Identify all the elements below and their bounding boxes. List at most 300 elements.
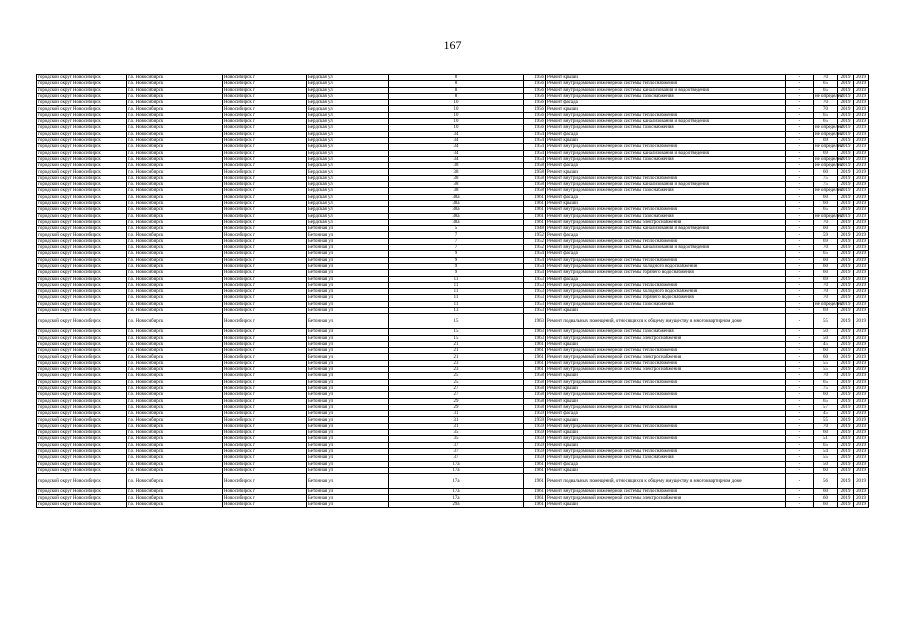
cell-city: Новосибирск г — [223, 276, 307, 282]
cell-year-to: 2019 — [854, 81, 869, 87]
cell-year: 1961 — [524, 495, 546, 501]
cell-year-from: 2019 — [838, 448, 854, 454]
cell-house: 21 — [389, 354, 524, 360]
cell-year-to: 2019 — [854, 379, 869, 385]
cell-dash: - — [786, 301, 814, 307]
cell-city: Новосибирск г — [223, 307, 307, 313]
cell-dash: - — [786, 307, 814, 313]
cell-year-to: 2019 — [854, 495, 869, 501]
cell-work-type: Ремонт внутридомовой инженерной системы электроснабжения — [546, 495, 786, 501]
cell-area: городской округ Новосибирск — [37, 373, 127, 379]
cell-work-type: Ремонт внутридомовой инженерной системы газоснабжения — [546, 93, 786, 99]
cell-value: 70 — [814, 373, 838, 379]
cell-street: Бетонная ул — [307, 501, 389, 507]
cell-year-from: 2019 — [838, 125, 854, 131]
cell-dash: - — [786, 442, 814, 448]
cell-year-to: 2019 — [854, 385, 869, 391]
cell-value: 65 — [814, 442, 838, 448]
cell-dash: - — [786, 213, 814, 219]
cell-year-from: 2019 — [838, 392, 854, 398]
cell-dash: - — [786, 385, 814, 391]
cell-city: Новосибирск г — [223, 213, 307, 219]
cell-year-to: 2019 — [854, 436, 869, 442]
cell-dash: - — [786, 163, 814, 169]
cell-house: 15 — [389, 335, 524, 341]
cell-area: городской округ Новосибирск — [37, 81, 127, 87]
cell-value: 70 — [814, 289, 838, 295]
cell-house: 10 — [389, 100, 524, 106]
cell-street: Бетонная ул — [307, 329, 389, 335]
cell-house: 10 — [389, 119, 524, 125]
cell-year-to: 2019 — [854, 100, 869, 106]
cell-area: городской округ Новосибирск — [37, 367, 127, 373]
cell-year-to: 2019 — [854, 106, 869, 112]
cell-street: Бетонная ул — [307, 417, 389, 423]
cell-area: городской округ Новосибирск — [37, 348, 127, 354]
cell-city: Новосибирск г — [223, 423, 307, 429]
cell-house: 8 — [389, 93, 524, 99]
cell-work-type: Ремонт крыши — [546, 200, 786, 206]
cell-street: Бетонная ул — [307, 373, 389, 379]
cell-street: Бердская ул — [307, 100, 389, 106]
cell-year-to: 2019 — [854, 188, 869, 194]
cell-year-from: 2019 — [838, 495, 854, 501]
cell-house: 21 — [389, 348, 524, 354]
cell-city: Новосибирск г — [223, 75, 307, 81]
cell-city: Новосибирск г — [223, 417, 307, 423]
cell-street: Бетонная ул — [307, 341, 389, 347]
cell-municipality: г.о. Новосибирск — [127, 442, 223, 448]
cell-city: Новосибирск г — [223, 169, 307, 175]
cell-dash: - — [786, 257, 814, 263]
cell-street: Бетонная ул — [307, 448, 389, 454]
cell-dash: - — [786, 156, 814, 162]
cell-municipality: г.о. Новосибирск — [127, 144, 223, 150]
cell-value: 56 — [814, 474, 838, 489]
cell-year-from: 2019 — [838, 257, 854, 263]
cell-area: городской округ Новосибирск — [37, 200, 127, 206]
cell-house: 10 — [389, 112, 524, 118]
cell-municipality: г.о. Новосибирск — [127, 93, 223, 99]
cell-year-from: 2019 — [838, 93, 854, 99]
cell-house: 37 — [389, 455, 524, 461]
cell-year: 1956 — [524, 93, 546, 99]
cell-street: Бетонная ул — [307, 474, 389, 489]
cell-municipality: г.о. Новосибирск — [127, 200, 223, 206]
cell-dash: - — [786, 436, 814, 442]
cell-dash: - — [786, 276, 814, 282]
cell-year: 1958 — [524, 175, 546, 181]
cell-area: городской округ Новосибирск — [37, 398, 127, 404]
cell-city: Новосибирск г — [223, 257, 307, 263]
cell-area: городской округ Новосибирск — [37, 467, 127, 473]
cell-street: Бетонная ул — [307, 495, 389, 501]
cell-city: Новосибирск г — [223, 194, 307, 200]
cell-house: 38 — [389, 163, 524, 169]
cell-city: Новосибирск г — [223, 314, 307, 329]
cell-year-from: 2019 — [838, 289, 854, 295]
cell-work-type: Ремонт крыши — [546, 417, 786, 423]
cell-value: 60 — [814, 348, 838, 354]
cell-area: городской округ Новосибирск — [37, 489, 127, 495]
cell-street: Бердская ул — [307, 207, 389, 213]
cell-work-type: Ремонт внутридомовой инженерной системы теплоснабжения — [546, 112, 786, 118]
cell-municipality: г.о. Новосибирск — [127, 163, 223, 169]
cell-street: Бетонная ул — [307, 404, 389, 410]
cell-year: 1953 — [524, 301, 546, 307]
cell-year-to: 2019 — [854, 213, 869, 219]
cell-house: 23 — [389, 360, 524, 366]
cell-dash: - — [786, 270, 814, 276]
cell-work-type: Ремонт фасада — [546, 232, 786, 238]
cell-municipality: г.о. Новосибирск — [127, 131, 223, 137]
cell-year-from: 2019 — [838, 100, 854, 106]
cell-city: Новосибирск г — [223, 289, 307, 295]
cell-dash: - — [786, 232, 814, 238]
cell-area: городской округ Новосибирск — [37, 194, 127, 200]
cell-year-to: 2019 — [854, 301, 869, 307]
cell-house: 35 — [389, 430, 524, 436]
cell-value: 65 — [814, 81, 838, 87]
cell-work-type: Ремонт внутридомовой инженерной системы канализования и водоотведения — [546, 150, 786, 156]
cell-work-type: Ремонт подвальных помещений, относящихся к общему имуществу в многоквартирном доме — [546, 474, 786, 489]
cell-city: Новосибирск г — [223, 226, 307, 232]
cell-dash: - — [786, 448, 814, 454]
cell-municipality: г.о. Новосибирск — [127, 404, 223, 410]
cell-street: Бердская ул — [307, 112, 389, 118]
cell-municipality: г.о. Новосибирск — [127, 385, 223, 391]
cell-area: городской округ Новосибирск — [37, 232, 127, 238]
cell-work-type: Ремонт крыши — [546, 106, 786, 112]
cell-value: 60 — [814, 354, 838, 360]
cell-year-from: 2019 — [838, 430, 854, 436]
cell-city: Новосибирск г — [223, 163, 307, 169]
cell-area: городской округ Новосибирск — [37, 295, 127, 301]
cell-dash: - — [786, 367, 814, 373]
cell-value: 69 — [814, 238, 838, 244]
cell-house: 29 — [389, 398, 524, 404]
cell-year-from: 2019 — [838, 417, 854, 423]
cell-municipality: г.о. Новосибирск — [127, 207, 223, 213]
cell-year: 1961 — [524, 207, 546, 213]
cell-work-type: Ремонт внутридомовой инженерной системы горячего водоснабжения — [546, 295, 786, 301]
cell-value: 59 — [814, 232, 838, 238]
cell-dash: - — [786, 423, 814, 429]
cell-municipality: г.о. Новосибирск — [127, 169, 223, 175]
cell-house: 27 — [389, 385, 524, 391]
cell-year: 1961 — [524, 474, 546, 489]
cell-year: 1963 — [524, 314, 546, 329]
cell-area: городской округ Новосибирск — [37, 379, 127, 385]
cell-city: Новосибирск г — [223, 87, 307, 93]
cell-year-to: 2019 — [854, 455, 869, 461]
cell-value: не определен — [815, 131, 843, 137]
cell-municipality: г.о. Новосибирск — [127, 119, 223, 125]
cell-municipality: г.о. Новосибирск — [127, 430, 223, 436]
cell-street: Бетонная ул — [307, 226, 389, 232]
cell-year: 1958 — [524, 169, 546, 175]
cell-city: Новосибирск г — [223, 341, 307, 347]
cell-city: Новосибирск г — [223, 131, 307, 137]
cell-municipality: г.о. Новосибирск — [127, 106, 223, 112]
table-row — [37, 501, 869, 507]
cell-city: Новосибирск г — [223, 360, 307, 366]
cell-city: Новосибирск г — [223, 119, 307, 125]
cell-municipality: г.о. Новосибирск — [127, 348, 223, 354]
cell-year: 1959 — [524, 417, 546, 423]
cell-street: Бердская ул — [307, 194, 389, 200]
cell-value: 65 — [814, 87, 838, 93]
cell-city: Новосибирск г — [223, 270, 307, 276]
cell-year: 1956 — [524, 100, 546, 106]
cell-city: Новосибирск г — [223, 245, 307, 251]
cell-dash: - — [786, 495, 814, 501]
cell-value: не определен — [815, 93, 843, 99]
cell-value: не определен — [815, 213, 843, 219]
cell-work-type: Ремонт крыши — [546, 169, 786, 175]
cell-area: городской округ Новосибирск — [37, 87, 127, 93]
cell-area: городской округ Новосибирск — [37, 341, 127, 347]
cell-year: 1958 — [524, 385, 546, 391]
cell-year-from: 2019 — [838, 182, 854, 188]
cell-work-type: Ремонт внутридомовой инженерной системы газоснабжения — [546, 125, 786, 131]
cell-year-to: 2019 — [854, 251, 869, 257]
cell-work-type: Ремонт внутридомовой инженерной системы газоснабжения — [546, 188, 786, 194]
cell-value: 70 — [814, 219, 838, 225]
cell-city: Новосибирск г — [223, 81, 307, 87]
cell-dash: - — [786, 119, 814, 125]
cell-city: Новосибирск г — [223, 93, 307, 99]
cell-house: 31 — [389, 417, 524, 423]
cell-municipality: г.о. Новосибирск — [127, 112, 223, 118]
cell-dash: - — [786, 461, 814, 467]
cell-dash: - — [786, 295, 814, 301]
cell-municipality: г.о. Новосибирск — [127, 188, 223, 194]
cell-work-type: Ремонт крыши — [546, 373, 786, 379]
cell-year-to: 2019 — [854, 169, 869, 175]
cell-dash: - — [786, 182, 814, 188]
cell-house: 34 — [389, 131, 524, 137]
cell-municipality: г.о. Новосибирск — [127, 100, 223, 106]
cell-value: 65 — [814, 379, 838, 385]
cell-house: 9 — [389, 251, 524, 257]
cell-work-type: Ремонт внутридомовой инженерной системы канализования и водоотведения — [546, 226, 786, 232]
cell-year: 1954 — [524, 144, 546, 150]
cell-house: 37 — [389, 442, 524, 448]
cell-work-type: Ремонт фасада — [546, 131, 786, 137]
cell-year-from: 2019 — [838, 200, 854, 206]
cell-area: городской округ Новосибирск — [37, 270, 127, 276]
cell-value: не определен — [815, 125, 843, 131]
cell-year: 1953 — [524, 307, 546, 313]
cell-house: 17а — [389, 461, 524, 467]
cell-municipality: г.о. Новосибирск — [127, 226, 223, 232]
cell-dash: - — [786, 348, 814, 354]
cell-value: 55 — [814, 455, 838, 461]
cell-value: 65 — [814, 398, 838, 404]
cell-city: Новосибирск г — [223, 489, 307, 495]
cell-year-from: 2019 — [838, 329, 854, 335]
cell-dash: - — [786, 150, 814, 156]
cell-dash: - — [786, 144, 814, 150]
cell-year-to: 2019 — [854, 289, 869, 295]
cell-value: не определен — [815, 188, 843, 194]
cell-street: Бетонная ул — [307, 354, 389, 360]
cell-area: городской округ Новосибирск — [37, 448, 127, 454]
cell-work-type: Ремонт фасада — [546, 194, 786, 200]
cell-area: городской округ Новосибирск — [37, 163, 127, 169]
cell-year: 1953 — [524, 276, 546, 282]
cell-year-to: 2019 — [854, 461, 869, 467]
cell-year-to: 2019 — [854, 474, 869, 489]
cell-city: Новосибирск г — [223, 238, 307, 244]
cell-house: 38а — [389, 194, 524, 200]
cell-municipality: г.о. Новосибирск — [127, 341, 223, 347]
cell-area: городской округ Новосибирск — [37, 417, 127, 423]
cell-year: 1959 — [524, 455, 546, 461]
cell-work-type: Ремонт внутридомовой инженерной системы электроснабжения — [546, 354, 786, 360]
cell-house: 17а — [389, 489, 524, 495]
cell-year: 1958 — [524, 182, 546, 188]
cell-area: городской округ Новосибирск — [37, 169, 127, 175]
cell-municipality: г.о. Новосибирск — [127, 436, 223, 442]
table-body — [37, 75, 869, 508]
cell-year-to: 2019 — [854, 232, 869, 238]
cell-work-type: Ремонт внутридомовой инженерной системы канализования и водоотведения — [546, 87, 786, 93]
cell-year-from: 2019 — [838, 423, 854, 429]
cell-year-from: 2019 — [838, 144, 854, 150]
cell-dash: - — [786, 314, 814, 329]
cell-dash: - — [786, 360, 814, 366]
cell-value: 57 — [814, 404, 838, 410]
cell-street: Бердская ул — [307, 200, 389, 206]
cell-year: 1954 — [524, 263, 546, 269]
cell-area: городской округ Новосибирск — [37, 75, 127, 81]
cell-year-to: 2019 — [854, 119, 869, 125]
cell-work-type: Ремонт крыши — [546, 307, 786, 313]
cell-area: городской округ Новосибирск — [37, 430, 127, 436]
cell-year-to: 2019 — [854, 137, 869, 143]
cell-house: 37 — [389, 448, 524, 454]
cell-area: городской округ Новосибирск — [37, 335, 127, 341]
cell-year: 1953 — [524, 289, 546, 295]
cell-city: Новосибирск г — [223, 329, 307, 335]
cell-municipality: г.о. Новосибирск — [127, 289, 223, 295]
cell-value: 70 — [814, 423, 838, 429]
cell-year: 1958 — [524, 373, 546, 379]
cell-year: 1954 — [524, 150, 546, 156]
cell-work-type: Ремонт внутридомовой инженерной системы теплоснабжения — [546, 144, 786, 150]
cell-value: 69 — [814, 137, 838, 143]
cell-year-from: 2019 — [838, 354, 854, 360]
cell-house: 7 — [389, 232, 524, 238]
cell-value: 55 — [814, 314, 838, 329]
cell-work-type: Ремонт внутридомовой инженерной системы теплоснабжения — [546, 348, 786, 354]
cell-year: 1961 — [524, 341, 546, 347]
cell-value: 65 — [814, 112, 838, 118]
cell-work-type: Ремонт фасада — [546, 251, 786, 257]
cell-year-from: 2019 — [838, 373, 854, 379]
cell-house: 21 — [389, 341, 524, 347]
cell-year: 1954 — [524, 251, 546, 257]
cell-municipality: г.о. Новосибирск — [127, 182, 223, 188]
cell-house: 17а — [389, 467, 524, 473]
cell-municipality: г.о. Новосибирск — [127, 232, 223, 238]
cell-year: 1961 — [524, 219, 546, 225]
cell-street: Бетонная ул — [307, 251, 389, 257]
cell-year-from: 2019 — [838, 442, 854, 448]
cell-year-from: 2019 — [838, 467, 854, 473]
cell-municipality: г.о. Новосибирск — [127, 125, 223, 131]
cell-work-type: Ремонт внутридомовой инженерной системы газоснабжения — [546, 455, 786, 461]
cell-work-type: Ремонт фасада — [546, 100, 786, 106]
cell-year: 1958 — [524, 379, 546, 385]
cell-dash: - — [786, 219, 814, 225]
cell-dash: - — [786, 93, 814, 99]
cell-value: не определен — [815, 163, 843, 169]
cell-city: Новосибирск г — [223, 436, 307, 442]
cell-year-from: 2019 — [838, 175, 854, 181]
cell-value: 51 — [814, 436, 838, 442]
cell-city: Новосибирск г — [223, 442, 307, 448]
cell-area: городской округ Новосибирск — [37, 188, 127, 194]
cell-work-type: Ремонт внутридомовой инженерной системы теплоснабжения — [546, 360, 786, 366]
cell-municipality: г.о. Новосибирск — [127, 75, 223, 81]
cell-value: 60 — [814, 489, 838, 495]
cell-municipality: г.о. Новосибирск — [127, 213, 223, 219]
cell-house: 38 — [389, 175, 524, 181]
cell-year: 1958 — [524, 188, 546, 194]
cell-year-to: 2019 — [854, 282, 869, 288]
cell-work-type: Ремонт фасада — [546, 276, 786, 282]
cell-value: 65 — [814, 207, 838, 213]
cell-street: Бетонная ул — [307, 360, 389, 366]
cell-area: городской округ Новосибирск — [37, 314, 127, 329]
cell-street: Бердская ул — [307, 156, 389, 162]
cell-year-to: 2019 — [854, 417, 869, 423]
cell-house: 9 — [389, 270, 524, 276]
cell-year-to: 2019 — [854, 112, 869, 118]
cell-value: 55 — [814, 417, 838, 423]
cell-dash: - — [786, 112, 814, 118]
cell-year: 1956 — [524, 112, 546, 118]
cell-house: 9 — [389, 263, 524, 269]
cell-city: Новосибирск г — [223, 495, 307, 501]
cell-municipality: г.о. Новосибирск — [127, 411, 223, 417]
cell-year: 1954 — [524, 257, 546, 263]
cell-year-to: 2019 — [854, 150, 869, 156]
cell-value: 60 — [814, 467, 838, 473]
cell-year-from: 2019 — [838, 301, 854, 307]
cell-dash: - — [786, 467, 814, 473]
cell-value: 65 — [814, 119, 838, 125]
cell-value: не определен — [815, 144, 843, 150]
cell-year-to: 2019 — [854, 219, 869, 225]
cell-year-from: 2019 — [838, 341, 854, 347]
cell-year: 1961 — [524, 194, 546, 200]
cell-year-from: 2019 — [838, 348, 854, 354]
cell-dash: - — [786, 87, 814, 93]
cell-street: Бердская ул — [307, 150, 389, 156]
cell-year-to: 2019 — [854, 245, 869, 251]
cell-year-to: 2019 — [854, 75, 869, 81]
cell-year-from: 2019 — [838, 194, 854, 200]
cell-value: 50 — [814, 461, 838, 467]
cell-street: Бердская ул — [307, 125, 389, 131]
cell-year-to: 2019 — [854, 295, 869, 301]
cell-municipality: г.о. Новосибирск — [127, 467, 223, 473]
cell-house: 7 — [389, 238, 524, 244]
